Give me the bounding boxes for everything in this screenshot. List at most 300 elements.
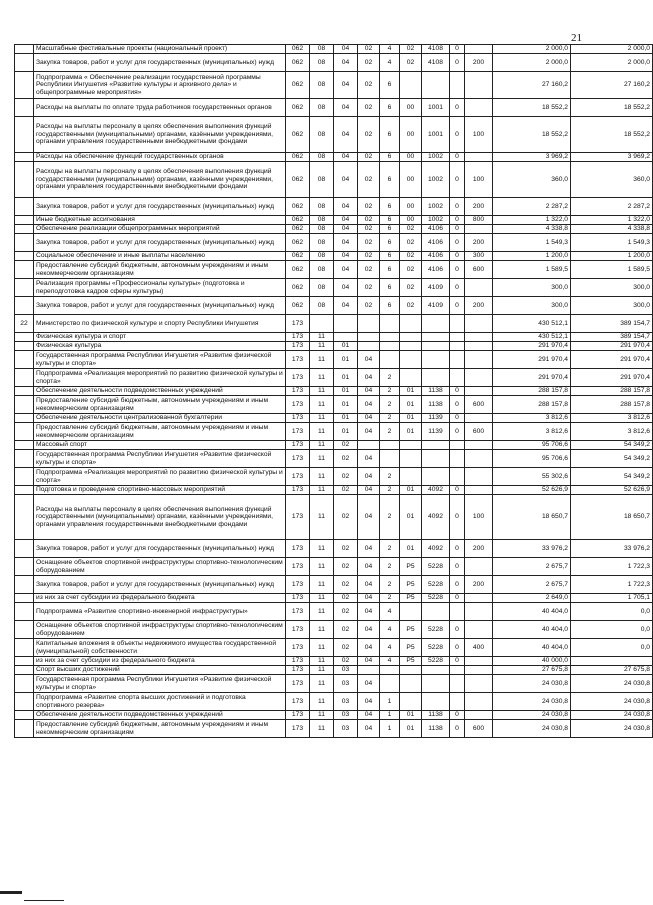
row-number [15,468,34,486]
table-row [15,594,653,603]
row-number [15,621,34,639]
table-row [15,216,653,225]
table-row [15,666,653,675]
code-section: 08 [310,297,334,315]
row-number [15,252,34,261]
code-expense-type [465,333,493,342]
code-subsection: 04 [334,72,358,99]
code-subsection: 04 [334,225,358,234]
table-row [15,603,653,621]
code-subprogram: 1 [380,693,400,711]
amount-2021: 24 030,8 [571,693,653,711]
code-expense-type [465,99,493,117]
code-expense-type [465,675,493,693]
code-flag [450,315,465,333]
line-item-name: Капитальные вложения в объекты недвижимого имущества государственной (муниципальной) собственности [34,639,286,657]
amount-2021: 27 675,8 [571,666,653,675]
code-expense-type: 100 [465,117,493,153]
code-section: 08 [310,198,334,216]
code-subsection: 02 [334,540,358,558]
code-flag: 0 [450,639,465,657]
code-subsection: 04 [334,99,358,117]
code-event: 02 [400,261,422,279]
code-flag [450,351,465,369]
code-program: 04 [358,468,380,486]
line-item-name: Подпрограмма « Обеспечение реализации государственной программы Республики Ингушетия «Развитие культуры и архивного дела» и общепрограммные мероприятия» [34,72,286,99]
code-subsection: 03 [334,666,358,675]
amount-2021: 300,0 [571,297,653,315]
code-ministry: 173 [286,576,310,594]
line-item-name: Государственная программа Республики Ингушетия «Развитие физической культуры и спорта» [34,675,286,693]
code-ministry: 062 [286,234,310,252]
line-item-name: Физическая культура [34,342,286,351]
amount-2021: 2 287,2 [571,198,653,216]
code-ministry: 062 [286,99,310,117]
table-row [15,198,653,216]
code-flag: 0 [450,423,465,441]
code-flag: 0 [450,252,465,261]
table-row [15,423,653,441]
code-direction [422,72,450,99]
code-subsection: 01 [334,414,358,423]
amount-2020: 3 812,6 [493,414,571,423]
code-program: 02 [358,54,380,72]
code-expense-type: 100 [465,495,493,540]
table-row [15,279,653,297]
code-section: 08 [310,54,334,72]
code-subsection: 04 [334,234,358,252]
code-section: 11 [310,657,334,666]
amount-2021: 2 000,0 [571,54,653,72]
code-event: 00 [400,153,422,162]
code-ministry: 062 [286,252,310,261]
code-expense-type [465,315,493,333]
table-row [15,225,653,234]
amount-2020: 27 675,8 [493,666,571,675]
code-section: 08 [310,162,334,198]
code-subsection: 03 [334,675,358,693]
code-expense-type: 200 [465,198,493,216]
code-subsection: 03 [334,711,358,720]
code-expense-type [465,657,493,666]
amount-2021: 291 970,4 [571,351,653,369]
code-subprogram: 6 [380,198,400,216]
code-event [400,675,422,693]
table-row [15,117,653,153]
code-ministry: 173 [286,666,310,675]
code-flag: 0 [450,117,465,153]
table-row [15,99,653,117]
code-expense-type: 600 [465,396,493,414]
line-item-name: Физическая культура и спорт [34,333,286,342]
code-direction [422,333,450,342]
code-section: 11 [310,693,334,711]
table-row [15,657,653,666]
code-subsection: 01 [334,351,358,369]
code-section: 11 [310,558,334,576]
amount-2021: 1 322,0 [571,216,653,225]
row-number [15,198,34,216]
code-direction: 5228 [422,621,450,639]
amount-2021: 18 552,2 [571,117,653,153]
line-item-name: Закупка товаров, работ и услуг для государственных (муниципальных) нужд [34,54,286,72]
code-subprogram: 2 [380,369,400,387]
table-row [15,720,653,738]
line-item-name: Расходы на выплаты персоналу в целях обеспечения выполнения функций государственными (муниципальными) органами, казёнными учреждениями, органами управления государственными внебюджетными фондами [34,117,286,153]
code-subprogram: 6 [380,72,400,99]
code-section: 08 [310,216,334,225]
code-subsection: 04 [334,279,358,297]
code-ministry: 173 [286,486,310,495]
code-subprogram: 4 [380,603,400,621]
table-row [15,54,653,72]
code-event: 00 [400,162,422,198]
amount-2020: 18 552,2 [493,117,571,153]
line-item-name: Оснащение объектов спортивной инфраструктуры спортивно-технологическим оборудованием [34,621,286,639]
code-event: 01 [400,414,422,423]
code-direction [422,450,450,468]
code-event [400,351,422,369]
code-ministry: 173 [286,621,310,639]
code-event: 02 [400,297,422,315]
line-item-name: Предоставление субсидий бюджетным, автономным учреждениям и иным некоммерческим организациям [34,423,286,441]
code-section: 11 [310,720,334,738]
code-subsection: 02 [334,441,358,450]
code-flag [450,450,465,468]
code-ministry: 173 [286,342,310,351]
code-flag [450,369,465,387]
row-number [15,153,34,162]
code-expense-type [465,342,493,351]
code-direction: 5228 [422,639,450,657]
code-subprogram [380,666,400,675]
code-event [400,72,422,99]
code-subsection: 04 [334,252,358,261]
amount-2020: 4 338,8 [493,225,571,234]
amount-2021: 288 157,8 [571,387,653,396]
amount-2020: 291 970,4 [493,351,571,369]
code-ministry: 173 [286,351,310,369]
code-program: 04 [358,558,380,576]
line-item-name: Министерство по физической культуре и спорту Республики Ингушетия [34,315,286,333]
code-flag: 0 [450,540,465,558]
page-number: 21 [571,32,582,44]
code-expense-type [465,279,493,297]
code-event: 01 [400,711,422,720]
code-expense-type [465,594,493,603]
row-number [15,54,34,72]
code-subsection: 02 [334,594,358,603]
code-section: 11 [310,450,334,468]
code-expense-type [465,414,493,423]
code-direction: 4106 [422,261,450,279]
amount-2021: 33 976,2 [571,540,653,558]
code-subsection: 04 [334,153,358,162]
code-program: 04 [358,369,380,387]
code-flag: 0 [450,162,465,198]
code-event: P5 [400,639,422,657]
code-subprogram: 6 [380,297,400,315]
code-subprogram: 2 [380,576,400,594]
code-expense-type [465,621,493,639]
code-section: 08 [310,117,334,153]
amount-2021: 18 552,2 [571,99,653,117]
amount-2021: 54 349,2 [571,450,653,468]
table-row [15,252,653,261]
table-row [15,261,653,279]
table-row [15,369,653,387]
code-subprogram: 6 [380,225,400,234]
code-flag [450,468,465,486]
code-program: 04 [358,495,380,540]
code-program: 04 [358,657,380,666]
code-expense-type [465,603,493,621]
code-expense-type [465,45,493,54]
amount-2020: 55 302,6 [493,468,571,486]
code-program: 04 [358,720,380,738]
line-item-name: Подпрограмма «Развитие спорта высших достижений и подготовка спортивного резерва» [34,693,286,711]
code-event [400,693,422,711]
code-flag: 0 [450,621,465,639]
code-ministry: 173 [286,693,310,711]
table-row [15,162,653,198]
code-expense-type: 200 [465,297,493,315]
table-row [15,450,653,468]
code-ministry: 173 [286,423,310,441]
code-subprogram: 6 [380,117,400,153]
amount-2021: 18 650,7 [571,495,653,540]
code-program: 02 [358,252,380,261]
code-event [400,342,422,351]
code-flag: 0 [450,99,465,117]
amount-2021: 4 338,8 [571,225,653,234]
code-ministry: 173 [286,639,310,657]
code-event [400,315,422,333]
code-section: 11 [310,603,334,621]
amount-2020: 18 650,7 [493,495,571,540]
row-number [15,162,34,198]
code-event [400,333,422,342]
line-item-name: Предоставление субсидий бюджетным, автономным учреждениям и иным некоммерческим организациям [34,720,286,738]
code-subprogram: 2 [380,414,400,423]
amount-2020: 95 706,6 [493,441,571,450]
code-ministry: 173 [286,594,310,603]
code-program: 04 [358,711,380,720]
code-subprogram: 2 [380,540,400,558]
code-ministry: 062 [286,225,310,234]
code-expense-type [465,225,493,234]
code-program: 02 [358,225,380,234]
amount-2021: 3 969,2 [571,153,653,162]
code-ministry: 173 [286,333,310,342]
code-direction: 4106 [422,234,450,252]
code-flag [450,603,465,621]
code-flag: 0 [450,495,465,540]
code-direction: 1002 [422,198,450,216]
line-item-name: Подготовка и проведение спортивно-массовых мероприятий [34,486,286,495]
code-event: 01 [400,396,422,414]
code-ministry: 173 [286,558,310,576]
code-program: 02 [358,72,380,99]
code-expense-type [465,72,493,99]
amount-2020: 2 675,7 [493,576,571,594]
code-expense-type: 200 [465,54,493,72]
code-expense-type: 600 [465,261,493,279]
line-item-name: Обеспечение деятельности подведомственных учреждений [34,387,286,396]
code-subprogram: 4 [380,54,400,72]
code-section: 11 [310,468,334,486]
table-row [15,639,653,657]
code-subsection [334,315,358,333]
line-item-name: Закупка товаров, работ и услуг для государственных (муниципальных) нужд [34,198,286,216]
code-event [400,369,422,387]
code-event: 02 [400,234,422,252]
code-expense-type: 200 [465,540,493,558]
code-ministry: 173 [286,441,310,450]
row-number: 22 [15,315,34,333]
amount-2020: 3 812,6 [493,423,571,441]
code-direction: 1139 [422,414,450,423]
code-section: 11 [310,675,334,693]
code-expense-type: 300 [465,252,493,261]
code-direction [422,441,450,450]
code-ministry: 173 [286,657,310,666]
code-subsection: 02 [334,495,358,540]
code-direction: 5228 [422,576,450,594]
code-program: 02 [358,297,380,315]
code-expense-type: 600 [465,720,493,738]
code-program: 04 [358,423,380,441]
code-section: 11 [310,495,334,540]
code-subsection: 02 [334,468,358,486]
amount-2021: 54 349,2 [571,441,653,450]
code-program [358,666,380,675]
amount-2021: 300,0 [571,279,653,297]
code-subsection [334,333,358,342]
amount-2020: 24 030,8 [493,693,571,711]
amount-2021: 3 812,6 [571,414,653,423]
table-row [15,558,653,576]
line-item-name: Расходы на обеспечение функций государственных органов [34,153,286,162]
code-expense-type: 600 [465,423,493,441]
code-event: P5 [400,558,422,576]
amount-2020: 2 000,0 [493,54,571,72]
code-ministry: 173 [286,468,310,486]
amount-2020: 2 675,7 [493,558,571,576]
row-number [15,234,34,252]
amount-2021: 1 589,5 [571,261,653,279]
code-subprogram: 2 [380,396,400,414]
code-program: 04 [358,414,380,423]
code-ministry: 062 [286,153,310,162]
table-row [15,495,653,540]
code-expense-type: 100 [465,162,493,198]
code-flag: 0 [450,279,465,297]
code-subprogram [380,315,400,333]
amount-2021: 360,0 [571,162,653,198]
code-event: 02 [400,252,422,261]
code-flag [450,342,465,351]
code-event: 00 [400,117,422,153]
amount-2021: 27 160,2 [571,72,653,99]
code-ministry: 173 [286,414,310,423]
code-ministry: 062 [286,72,310,99]
code-subsection: 04 [334,45,358,54]
row-number [15,45,34,54]
code-ministry: 173 [286,603,310,621]
code-program: 02 [358,117,380,153]
code-subprogram: 2 [380,468,400,486]
code-subsection: 02 [334,486,358,495]
code-expense-type [465,468,493,486]
code-flag: 0 [450,558,465,576]
table-row [15,468,653,486]
code-subsection: 04 [334,198,358,216]
code-event: P5 [400,576,422,594]
code-direction: 1001 [422,99,450,117]
code-expense-type: 200 [465,576,493,594]
scan-mark-bottom [24,900,64,901]
table-row [15,675,653,693]
code-ministry: 062 [286,216,310,225]
row-number [15,486,34,495]
table-row [15,621,653,639]
code-ministry: 173 [286,720,310,738]
amount-2020: 40 000,0 [493,657,571,666]
amount-2020: 24 030,8 [493,711,571,720]
code-flag: 0 [450,414,465,423]
code-direction: 1138 [422,711,450,720]
code-section: 11 [310,594,334,603]
code-subsection: 04 [334,216,358,225]
amount-2021: 1 722,3 [571,576,653,594]
code-flag: 0 [450,297,465,315]
code-expense-type [465,666,493,675]
code-subprogram: 6 [380,279,400,297]
code-program: 04 [358,639,380,657]
code-program: 04 [358,594,380,603]
code-ministry: 173 [286,387,310,396]
code-section: 08 [310,261,334,279]
code-event: P5 [400,594,422,603]
code-subprogram: 4 [380,639,400,657]
line-item-name: Обеспечение деятельности подведомственных учреждений [34,711,286,720]
code-subsection: 01 [334,423,358,441]
row-number [15,693,34,711]
amount-2021: 1 200,0 [571,252,653,261]
row-number [15,495,34,540]
code-section: 08 [310,45,334,54]
amount-2021: 288 157,8 [571,396,653,414]
code-section: 11 [310,540,334,558]
line-item-name: Предоставление субсидий бюджетным, автономным учреждениям и иным некоммерческим организациям [34,396,286,414]
code-direction: 4106 [422,225,450,234]
code-ministry: 173 [286,396,310,414]
code-expense-type [465,387,493,396]
code-direction [422,675,450,693]
code-subsection: 04 [334,261,358,279]
amount-2021: 1 722,3 [571,558,653,576]
table-row [15,441,653,450]
code-direction: 5228 [422,558,450,576]
amount-2020: 40 404,0 [493,639,571,657]
code-section: 11 [310,711,334,720]
code-expense-type [465,441,493,450]
code-program: 02 [358,99,380,117]
code-expense-type [465,351,493,369]
code-direction: 1138 [422,387,450,396]
code-flag: 0 [450,711,465,720]
